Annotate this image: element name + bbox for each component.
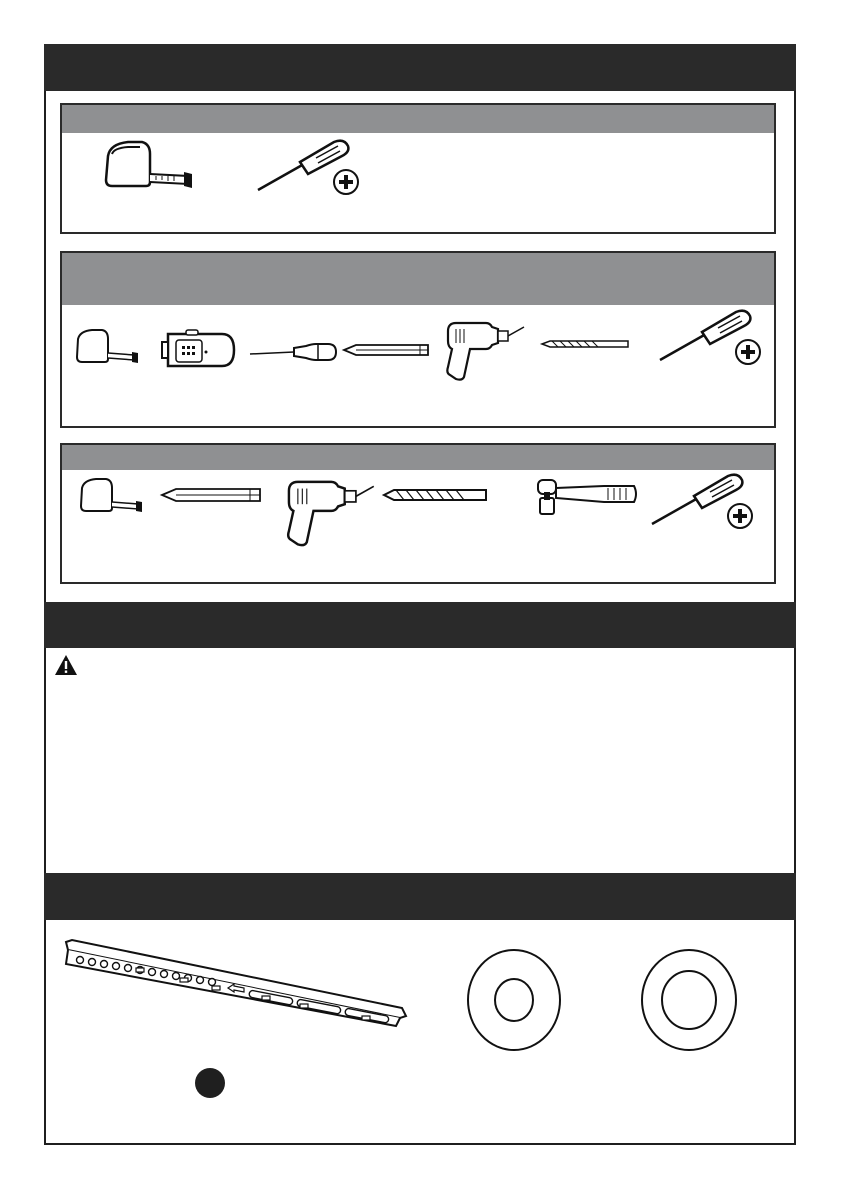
- tools-section-header: [44, 44, 796, 91]
- awl-icon: [248, 334, 338, 370]
- phillips-screwdriver-icon: [254, 136, 364, 196]
- drill-bit-icon: [540, 336, 632, 352]
- pencil-icon: [342, 340, 432, 360]
- tape-measure-icon: [100, 138, 200, 198]
- tool-group-3-header: [62, 445, 774, 470]
- tape-measure-icon: [74, 327, 144, 371]
- pencil-icon: [160, 484, 264, 506]
- masonry-drill-bit-icon: [382, 486, 490, 504]
- hammer-icon: [528, 476, 640, 522]
- tape-measure-icon: [78, 476, 148, 520]
- tool-group-2-header: [62, 253, 774, 305]
- warning-section-header: [44, 602, 796, 648]
- power-drill-icon: [440, 317, 526, 383]
- stud-finder-icon: [158, 328, 238, 374]
- small-washer-icon: [466, 948, 562, 1052]
- phillips-screwdriver-icon: [656, 306, 766, 366]
- wall-rail-icon: [62, 938, 408, 1028]
- parts-section-header: [44, 873, 796, 920]
- phillips-screwdriver-icon: [648, 470, 758, 530]
- large-washer-icon: [640, 948, 738, 1052]
- tool-group-1-header: [62, 105, 774, 133]
- part-marker-icon: [194, 1067, 226, 1099]
- power-drill-icon: [280, 474, 376, 550]
- warning-triangle-icon: [54, 654, 78, 676]
